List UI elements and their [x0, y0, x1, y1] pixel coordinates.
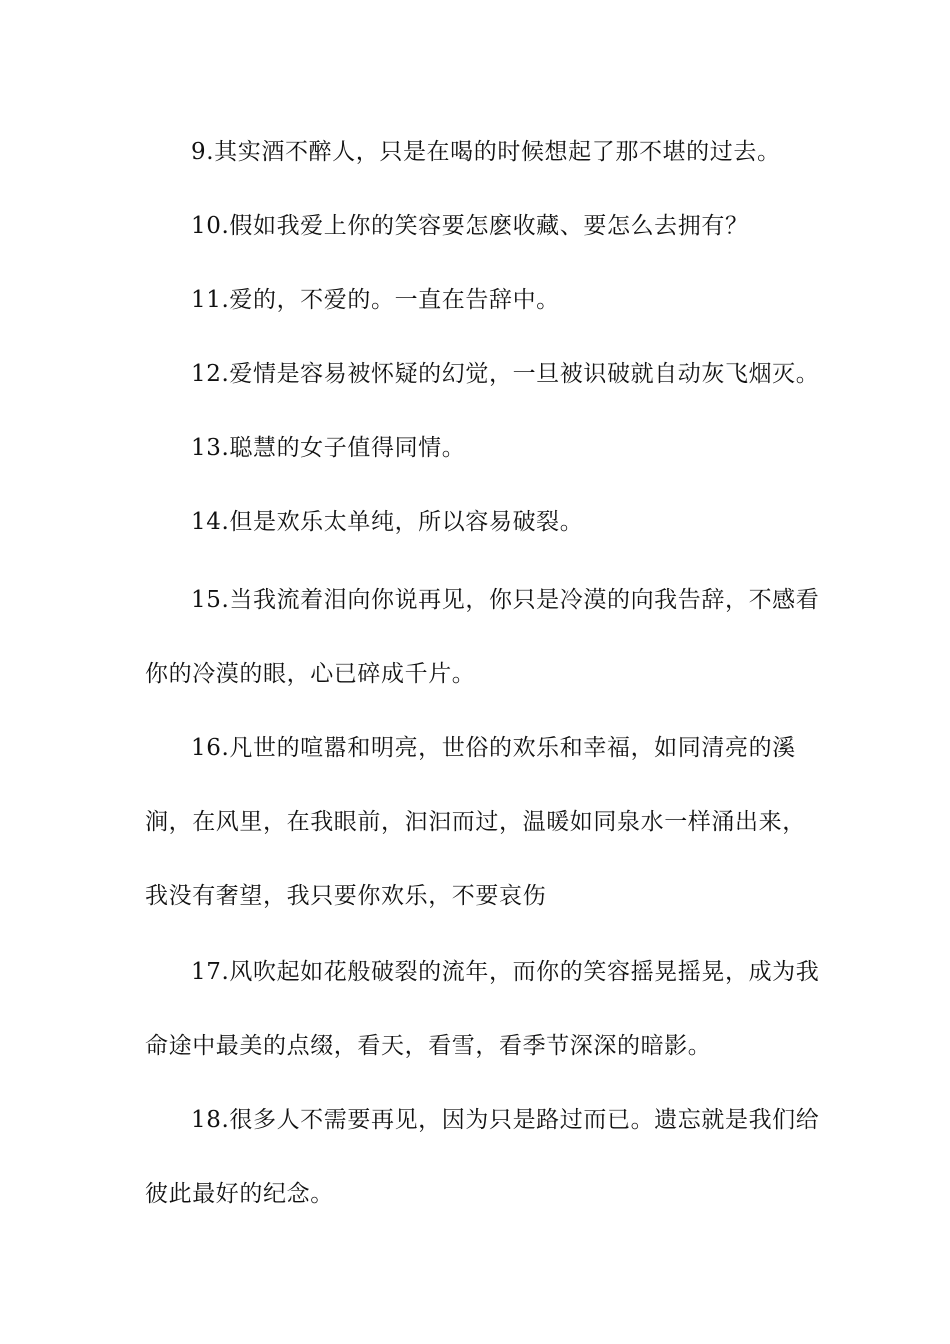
- paragraph-9: 9.其实酒不醉人，只是在喝的时候想起了那不堪的过去。: [191, 139, 781, 165]
- paragraph-12: 12.爱情是容易被怀疑的幻觉，一旦被识破就自动灰飞烟灭。: [191, 361, 820, 387]
- paragraph-10: 10.假如我爱上你的笑容要怎麽收藏、要怎么去拥有？: [191, 213, 749, 239]
- paragraph-16: 16.凡世的喧嚣和明亮，世俗的欢乐和幸福，如同清亮的溪涧，在风里，在我眼前，汩汩而过，温暖如同泉水一样涌出来，我没有奢望，我只要你欢乐，不要哀伤: [145, 735, 806, 909]
- paragraph-18: 18.很多人不需要再见，因为只是路过而已。遗忘就是我们给彼此最好的纪念。: [145, 1107, 820, 1207]
- paragraph-13: 13.聪慧的女子值得同情。: [191, 435, 466, 461]
- paragraph-14: 14.但是欢乐太单纯，所以容易破裂。: [191, 509, 584, 535]
- paragraph-17: 17.风吹起如花般破裂的流年，而你的笑容摇晃摇晃，成为我命途中最美的点缀，看天，看雪，看季节深深的暗影。: [145, 959, 820, 1059]
- paragraph-15: 15.当我流着泪向你说再见，你只是冷漠的向我告辞，不感看你的冷漠的眼，心已碎成千片。: [145, 587, 820, 687]
- paragraph-11: 11.爱的，不爱的。一直在告辞中。: [191, 287, 560, 313]
